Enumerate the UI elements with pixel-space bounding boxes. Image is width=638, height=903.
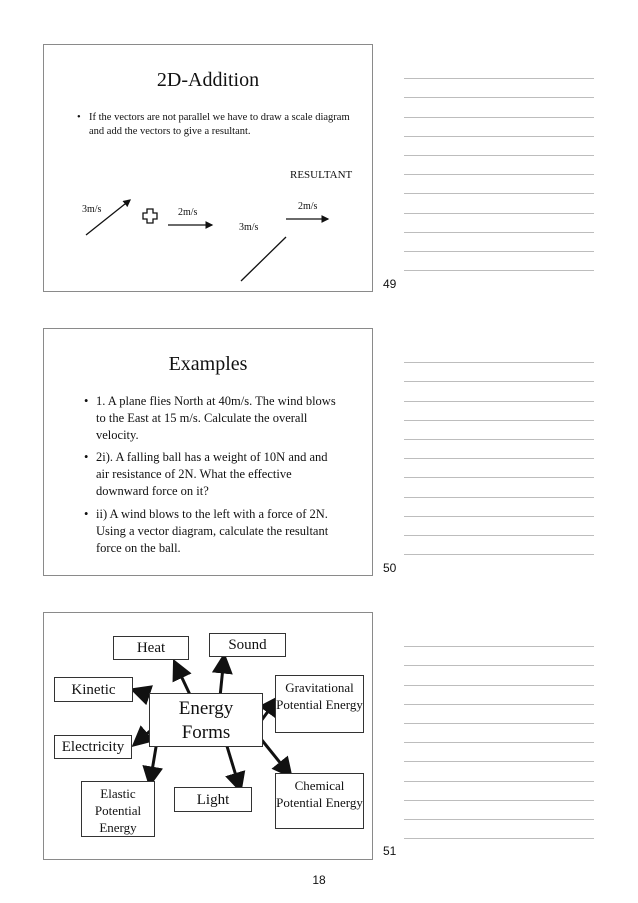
node-elastic [81,781,155,837]
slide-number-49: 49 [383,277,397,291]
bullet-content: 1. A plane flies North at 40m/s. The wind blows to the East at 15 m/s. Calculate the overall velocity. [96,394,336,442]
bullet-3 [84,506,341,557]
node-light: Light [174,787,252,812]
note-lines-51 [404,628,594,839]
resultant-label: RESULTANT [290,169,353,181]
chemical-label: Chemical Potential Energy [276,778,363,810]
plus-icon [143,209,157,223]
arrow-sound [220,657,224,697]
bullet-dot: • [84,507,89,521]
bullet-1 [84,393,336,444]
slide-title: 2D-Addition [156,69,260,91]
node-gravitational [275,675,364,733]
slide-title: Examples [168,353,248,375]
slide-49 [43,44,373,292]
elastic-label: Elastic Potential Energy [94,786,142,835]
bullet-content: 2i). A falling ball has a weight of 10N and and air resistance of 2N. What the effective downward force on it? [96,450,328,498]
slide-number-50: 50 [383,561,397,575]
slide-50 [43,328,373,576]
arrow-light [226,743,240,789]
resultant-a-label: 3m/s [239,222,259,233]
page-number: 18 [312,873,326,887]
vector-a-arrow [86,200,130,235]
bullet-2 [84,449,341,500]
bullet-content: If the vectors are not parallel we have to draw a scale diagram and add the vectors to give a resultant. [89,112,350,137]
vector-a-label: 3m/s [82,204,102,215]
slide-51 [43,612,373,860]
slide-number-51: 51 [383,844,397,858]
energy-forms-center [149,693,263,747]
arrow-chemical [261,739,290,775]
resultant-b-label: 2m/s [298,201,318,212]
bullet-dot: • [77,112,81,123]
note-lines-50 [404,344,594,555]
gravitational-label: Gravitational Potential Energy [276,680,363,712]
node-chemical [275,773,364,829]
bullet-dot: • [84,394,89,408]
bullet-dot: • [84,450,89,464]
node-sound: Sound [209,633,286,657]
center-label: Energy Forms [178,698,234,743]
resultant-a-arrow [241,237,286,281]
bullet-content: ii) A wind blows to the left with a force of 2N. Using a vector diagram, calculate the resultant force on the ball. [96,507,329,555]
node-heat: Heat [113,636,189,660]
node-electricity: Electricity [54,735,132,759]
note-lines-49 [404,60,594,271]
vector-diagram [44,45,374,293]
node-kinetic: Kinetic [54,677,133,702]
vector-b-label: 2m/s [178,207,198,218]
